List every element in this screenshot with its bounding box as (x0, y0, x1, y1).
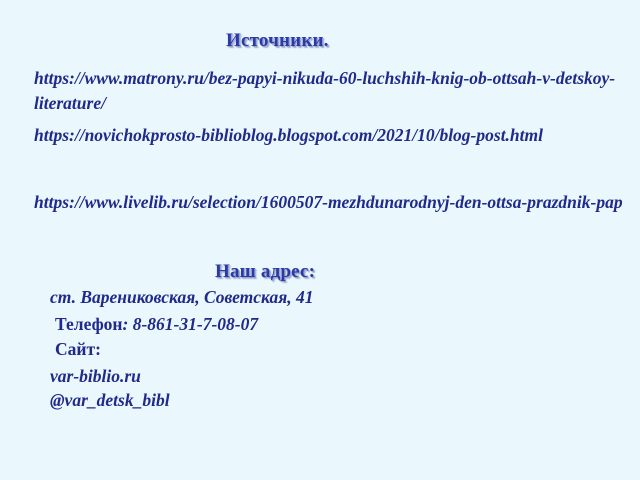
social-handle[interactable]: @var_detsk_bibl (50, 390, 170, 410)
sources-heading: Источники. (226, 30, 329, 51)
phone-label: Телефон (55, 314, 123, 334)
source-link-livelib[interactable]: https://www.livelib.ru/selection/1600507-mezhdunarodnyj-den-ottsa-prazdnik-pap (34, 192, 623, 212)
site-url[interactable]: var-biblio.ru (50, 366, 141, 386)
source-link-blogspot[interactable]: https://novichokprosto-biblioblog.blogspot.com/2021/10/blog-post.html (34, 125, 543, 145)
site-label: Сайт: (55, 339, 101, 359)
phone-line (55, 314, 258, 335)
source-link-matrony[interactable]: https://www.matrony.ru/bez-papyi-nikuda-60-luchshih-knig-ob-ottsah-v-detskoy-literature/ (34, 68, 616, 113)
phone-number: : 8-861-31-7-08-07 (122, 314, 259, 334)
street-address: ст. Варениковская, Советская, 41 (50, 287, 314, 307)
address-heading: Наш адрес: (215, 261, 316, 282)
